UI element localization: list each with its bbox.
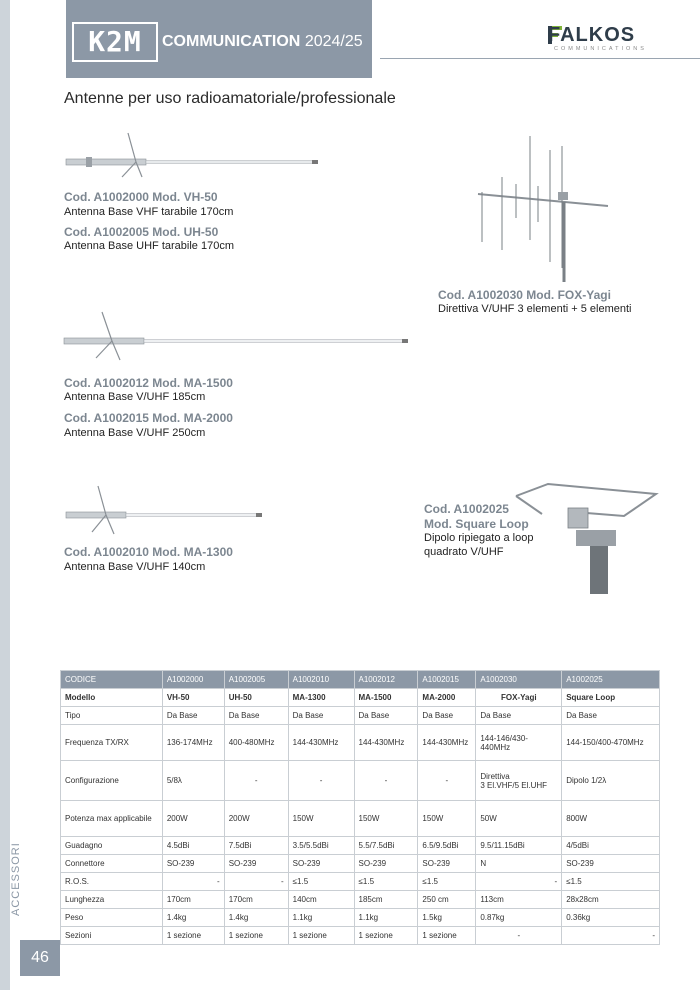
product-code-ma1500: Cod. A1002012 Mod. MA-1500	[64, 376, 233, 390]
vh50-antenna-image	[62, 125, 322, 185]
header-title-bold: COMMUNICATION	[162, 33, 301, 50]
table-cell: 150W	[418, 801, 476, 837]
table-cell: 1.1kg	[288, 909, 354, 927]
falkos-subtitle: COMMUNICATIONS	[554, 46, 647, 52]
table-cell: -	[476, 927, 562, 945]
table-cell: -	[476, 873, 562, 891]
product-code-vh50: Cod. A1002000 Mod. VH-50	[64, 190, 218, 204]
table-cell: 3.5/5.5dBi	[288, 837, 354, 855]
table-cell: ≤1.5	[288, 873, 354, 891]
product-desc-fox-yagi: Direttiva V/UHF 3 elementi + 5 elementi	[438, 303, 632, 315]
table-cell: MA-2000	[418, 689, 476, 707]
table-cell: 1 sezione	[418, 927, 476, 945]
table-cell: 1 sezione	[288, 927, 354, 945]
product-desc-square-loop-2: quadrato V/UHF	[424, 546, 504, 558]
table-cell: 136-174MHz	[162, 725, 224, 761]
table-cell: 50W	[476, 801, 562, 837]
table-cell: 140cm	[288, 891, 354, 909]
table-cell: SO-239	[354, 855, 418, 873]
table-cell: 1 sezione	[224, 927, 288, 945]
table-cell: Guadagno	[61, 837, 163, 855]
table-cell: 200W	[162, 801, 224, 837]
table-cell: 250 cm	[418, 891, 476, 909]
table-header-cell: A1002030	[476, 671, 562, 689]
table-cell: 1 sezione	[162, 927, 224, 945]
table-cell: -	[354, 761, 418, 801]
table-row-guadagno	[61, 837, 660, 855]
spec-table	[60, 670, 660, 945]
table-cell: Dipolo 1/2λ	[562, 761, 660, 801]
table-header-row	[61, 671, 660, 689]
table-row-potenza	[61, 801, 660, 837]
table-cell: Potenza max applicabile	[61, 801, 163, 837]
fox-config-line2: 3 El.VHF/5 El.UHF	[480, 780, 548, 790]
table-cell: -	[224, 873, 288, 891]
product-code-uh50: Cod. A1002005 Mod. UH-50	[64, 225, 219, 239]
table-cell: VH-50	[162, 689, 224, 707]
product-code-ma1300: Cod. A1002010 Mod. MA-1300	[64, 545, 233, 559]
spec-table-wrap	[60, 670, 660, 945]
left-margin-bar	[0, 0, 10, 990]
table-cell: Configurazione	[61, 761, 163, 801]
table-cell: 170cm	[162, 891, 224, 909]
table-cell: Connettore	[61, 855, 163, 873]
product-code-fox-yagi: Cod. A1002030 Mod. FOX-Yagi	[438, 288, 611, 302]
product-code-ma2000: Cod. A1002015 Mod. MA-2000	[64, 411, 233, 425]
product-desc-ma1500: Antenna Base V/UHF 185cm	[64, 391, 206, 403]
table-cell: 1.4kg	[162, 909, 224, 927]
section-title: Antenne per uso radioamatoriale/professionale	[64, 90, 396, 107]
table-cell: -	[288, 761, 354, 801]
table-cell: 1.4kg	[224, 909, 288, 927]
table-cell: 185cm	[354, 891, 418, 909]
table-cell: 28x28cm	[562, 891, 660, 909]
table-cell: Da Base	[288, 707, 354, 725]
product-desc-ma2000: Antenna Base V/UHF 250cm	[64, 427, 206, 439]
table-cell: Tipo	[61, 707, 163, 725]
table-cell: FOX-Yagi	[476, 689, 562, 707]
table-row-peso	[61, 909, 660, 927]
page-number: 46	[20, 940, 60, 976]
table-row-sezioni	[61, 927, 660, 945]
table-cell: Da Base	[354, 707, 418, 725]
falkos-name: FALKOS	[548, 24, 636, 46]
table-cell: 800W	[562, 801, 660, 837]
table-cell: 200W	[224, 801, 288, 837]
table-row-frequenza	[61, 725, 660, 761]
table-header-cell: A1002000	[162, 671, 224, 689]
table-cell: Modello	[61, 689, 163, 707]
table-cell: 144-430MHz	[418, 725, 476, 761]
table-cell: 0.36kg	[562, 909, 660, 927]
table-cell: 144-146/430-440MHz	[476, 725, 562, 761]
table-cell: 1.1kg	[354, 909, 418, 927]
table-cell: Da Base	[224, 707, 288, 725]
table-cell: 5.5/7.5dBi	[354, 837, 418, 855]
header-year: 2024/25	[304, 33, 363, 50]
table-row-configurazione	[61, 761, 660, 801]
table-cell: Peso	[61, 909, 163, 927]
table-cell: Square Loop	[562, 689, 660, 707]
table-header-cell: A1002015	[418, 671, 476, 689]
product-desc-ma1300: Antenna Base V/UHF 140cm	[64, 561, 206, 573]
table-cell: 5/8λ	[162, 761, 224, 801]
table-header-cell: CODICE	[61, 671, 163, 689]
table-cell: ≤1.5	[562, 873, 660, 891]
table-row-ros	[61, 873, 660, 891]
k2m-logo: K2M	[72, 22, 158, 62]
table-cell: 7.5dBi	[224, 837, 288, 855]
table-cell: 6.5/9.5dBi	[418, 837, 476, 855]
table-cell: R.O.S.	[61, 873, 163, 891]
table-cell: 9.5/11.15dBi	[476, 837, 562, 855]
side-section-label: ACCESSORI	[10, 842, 22, 916]
table-cell: 1.5kg	[418, 909, 476, 927]
fox-config-line1: Direttiva	[480, 771, 510, 781]
table-cell: 4.5dBi	[162, 837, 224, 855]
product-desc-vh50: Antenna Base VHF tarabile 170cm	[64, 206, 234, 218]
table-cell: SO-239	[288, 855, 354, 873]
table-cell: 150W	[288, 801, 354, 837]
table-cell: 170cm	[224, 891, 288, 909]
table-cell: SO-239	[418, 855, 476, 873]
table-cell: Da Base	[476, 707, 562, 725]
table-cell: 0.87kg	[476, 909, 562, 927]
table-header-cell: A1002010	[288, 671, 354, 689]
table-cell: ≤1.5	[354, 873, 418, 891]
table-cell: -	[418, 761, 476, 801]
header-title	[162, 33, 363, 51]
table-cell: 4/5dBi	[562, 837, 660, 855]
product-code-square-loop: Cod. A1002025	[424, 502, 509, 516]
table-cell: 144-430MHz	[288, 725, 354, 761]
fox-yagi-antenna-image	[460, 122, 620, 292]
falkos-logo	[548, 24, 668, 54]
table-cell: Lunghezza	[61, 891, 163, 909]
product-model-square-loop: Mod. Square Loop	[424, 517, 529, 531]
header-rule	[380, 58, 700, 59]
table-cell: SO-239	[562, 855, 660, 873]
table-cell: SO-239	[224, 855, 288, 873]
ma1300-antenna-image	[62, 482, 272, 542]
table-cell: Da Base	[562, 707, 660, 725]
table-cell: Frequenza TX/RX	[61, 725, 163, 761]
table-cell: Da Base	[418, 707, 476, 725]
table-cell: -	[162, 873, 224, 891]
table-cell: -	[224, 761, 288, 801]
table-cell: UH-50	[224, 689, 288, 707]
product-desc-square-loop-1: Dipolo ripiegato a loop	[424, 532, 534, 544]
table-cell: 144-430MHz	[354, 725, 418, 761]
table-cell: MA-1300	[288, 689, 354, 707]
table-header-cell: A1002025	[562, 671, 660, 689]
table-cell: SO-239	[162, 855, 224, 873]
ma1500-antenna-image	[60, 308, 420, 368]
table-cell: ≤1.5	[418, 873, 476, 891]
table-header-cell: A1002012	[354, 671, 418, 689]
table-row-lunghezza	[61, 891, 660, 909]
table-cell: Da Base	[162, 707, 224, 725]
table-cell: Sezioni	[61, 927, 163, 945]
table-cell: 144-150/400-470MHz	[562, 725, 660, 761]
table-cell: 1 sezione	[354, 927, 418, 945]
table-header-cell: A1002005	[224, 671, 288, 689]
table-cell: N	[476, 855, 562, 873]
table-cell: -	[562, 927, 660, 945]
table-cell	[476, 761, 562, 801]
table-row-modello	[61, 689, 660, 707]
table-row-connettore	[61, 855, 660, 873]
table-row-tipo	[61, 707, 660, 725]
product-desc-uh50: Antenna Base UHF tarabile 170cm	[64, 240, 234, 252]
table-cell: 113cm	[476, 891, 562, 909]
table-cell: 150W	[354, 801, 418, 837]
table-cell: MA-1500	[354, 689, 418, 707]
table-cell: 400-480MHz	[224, 725, 288, 761]
